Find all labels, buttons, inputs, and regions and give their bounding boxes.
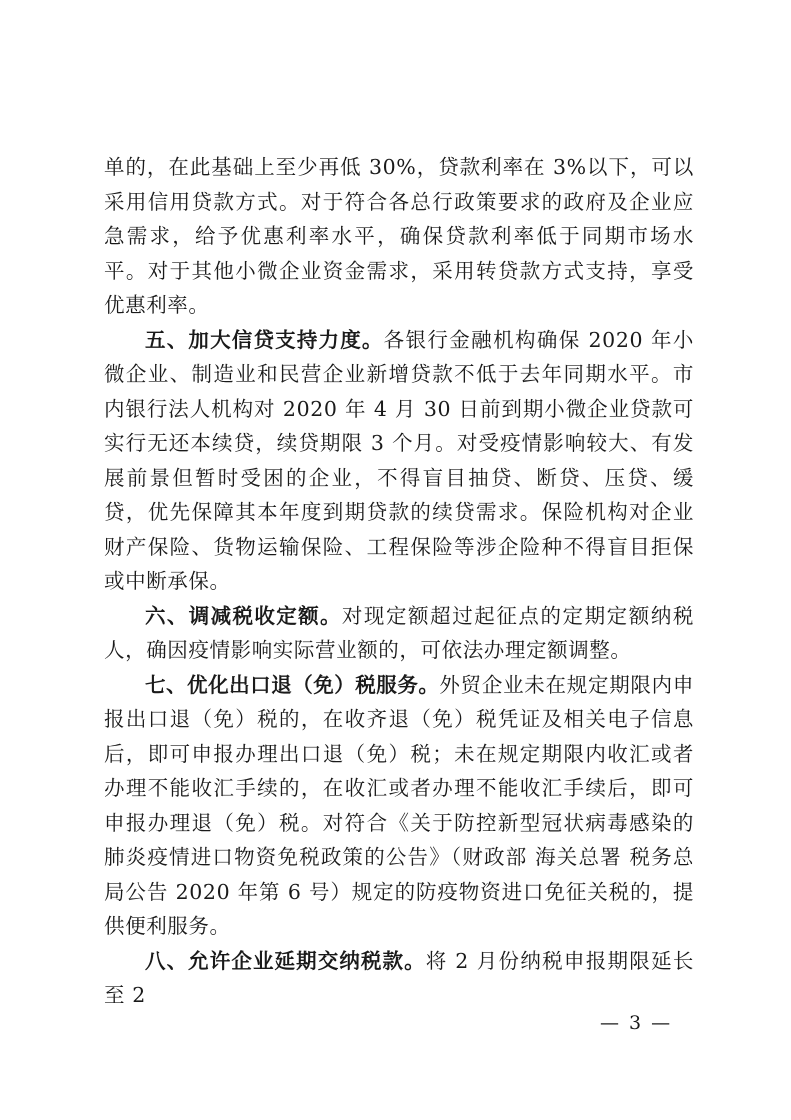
page-number: — 3 — [600,1012,673,1034]
section-heading-7: 七、优化出口退（免）税服务。 [145,672,440,697]
document-body [104,150,694,1013]
section-heading-6: 六、调减税收定额。 [145,603,342,628]
paragraph-tax-deferral [104,944,694,1013]
paragraph-text: 外贸企业未在规定期限内申报出口退（免）税的，在收齐退（免）税凭证及相关电子信息后，即可申报办理出口退（免）税；未在规定期限内收汇或者办理不能收汇手续的，在收汇或者办理不能收汇手续后，即可申报办理退（免）税。对符合《关于防控新型冠状病毒感染的肺炎疫情进口物资免税政策的公告》（财政部 海关总署 税务总局公告 2020 年第 6 号）规定的防疫物资进口免征关税的，提供便利服务。 [104,672,694,938]
paragraph-text: 各银行金融机构确保 2020 年小微企业、制造业和民营企业新增贷款不低于去年同期水平。市内银行法人机构对 2020 年 4 月 30 日前到期小微企业贷款可实行无还本续贷，续贷期限 3 个月。对受疫情影响较大、有发展前景但暂时受困的企业，不得盲目抽贷、断贷、压贷、缓贷，优先保障其本年度到期贷款的续贷需求。保险机构对企业财产保险、货物运输保险、工程保险等涉企险种不得盲目拒保或中断承保。 [104,327,695,593]
paragraph-credit-support [104,323,694,599]
section-heading-5: 五、加大信贷支持力度。 [145,327,384,352]
paragraph-text: 单的，在此基础上至少再低 30%，贷款利率在 3%以下，可以采用信用贷款方式。对于符合各总行政策要求的政府及企业应急需求，给予优惠利率水平，确保贷款利率低于同期市场水平。对于其他小微企业资金需求，采用转贷款方式支持，享受优惠利率。 [104,155,694,317]
paragraph-text: 将 2 月份纳税申报期限延长至 2 [104,948,694,1007]
paragraph-continuation [104,150,694,323]
paragraph-tax-quota [104,599,694,668]
paragraph-text: 对现定额超过起征点的定期定额纳税人，确因疫情影响实际营业额的，可依法办理定额调整。 [104,603,694,662]
paragraph-export-refund [104,668,694,944]
section-heading-8: 八、允许企业延期交纳税款。 [145,948,426,973]
